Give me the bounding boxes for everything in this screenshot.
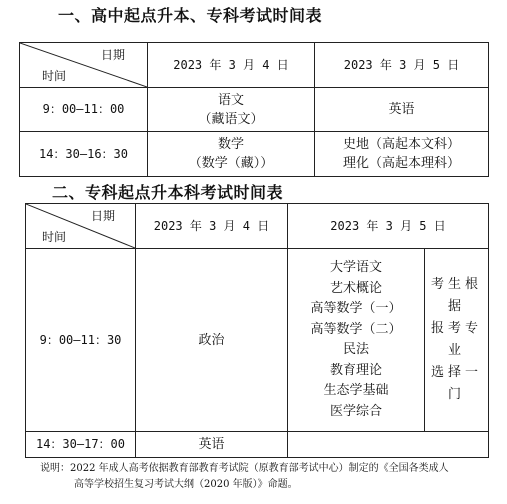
subject-line: （藏语文） (198, 111, 264, 127)
subject-cell (148, 132, 315, 177)
subject-cell: 政治 (136, 249, 288, 432)
subject-line: 民法 (342, 342, 369, 357)
date-header-day2: 2023 年 3 月 5 日 (288, 204, 489, 249)
time-cell: 9：00—11：00 (20, 88, 148, 132)
choose-one-note-cell (425, 249, 489, 432)
time-cell: 14：30—16：30 (20, 132, 148, 177)
table-header-row (20, 43, 489, 88)
subject-line: 大学语文 (329, 260, 382, 275)
date-header-label: 日期 (100, 48, 125, 62)
table-row (20, 132, 489, 177)
subject-cell (148, 88, 315, 132)
note-line: 考生根据 (431, 277, 483, 314)
time-header-label: 时间 (42, 69, 67, 83)
corner-header-cell (26, 204, 136, 249)
subject-line: 理化（高起本理科） (342, 156, 460, 171)
subject-cell (315, 88, 489, 132)
empty-subject-cell (288, 432, 489, 458)
table-row (20, 88, 489, 132)
subject-line: 高等数学（一） (310, 301, 402, 316)
note-line-2: 高等学校招生复习考试大纲（2020 年版）》命题。 (74, 479, 298, 490)
date-header-label: 日期 (90, 209, 115, 223)
date-header-day1: 2023 年 3 月 4 日 (136, 204, 288, 249)
corner-header-cell (20, 43, 148, 88)
subject-line: 医学综合 (329, 403, 382, 419)
subject-line: 语文 (217, 92, 244, 108)
subject-line: （数学（藏）） (188, 156, 274, 171)
subject-line: 史地（高起本文科） (342, 137, 460, 152)
table-row (26, 432, 489, 458)
subject-line: 艺术概论 (329, 280, 382, 296)
subject-line: 生态学基础 (323, 383, 389, 398)
subject-cell: 英语 (136, 432, 288, 458)
time-header-label: 时间 (42, 230, 67, 244)
note-line: 选择一门 (431, 365, 483, 402)
section-1-title: 一、高中起点升本、专科考试时间表 (58, 6, 323, 25)
subject-line: 英语 (388, 102, 415, 117)
subject-line: 高等数学（二） (310, 321, 402, 337)
note-line: 报考专业 (431, 321, 483, 358)
subject-cell (315, 132, 489, 177)
subject-list-cell (288, 249, 425, 432)
section-2-title: 二、专科起点升本科考试时间表 (52, 183, 284, 202)
time-cell: 9：00—11：30 (26, 249, 136, 432)
date-header-day1: 2023 年 3 月 4 日 (148, 43, 315, 88)
subject-line: 教育理论 (329, 362, 382, 378)
table-row (26, 249, 489, 432)
diagonal-line (20, 43, 147, 87)
subject-line: 数学 (217, 137, 244, 152)
date-header-day2: 2023 年 3 月 5 日 (315, 43, 489, 88)
note-line-1: 说明：2022 年成人高考依据教育部教育考试院（原教育部考试中心）制定的《全国各类成人 (40, 463, 449, 474)
time-cell: 14：30—17：00 (26, 432, 136, 458)
exam-schedule-table-1 (19, 42, 489, 177)
explanatory-note (40, 461, 500, 493)
table-header-row (26, 204, 489, 249)
exam-schedule-table-2 (25, 203, 489, 458)
